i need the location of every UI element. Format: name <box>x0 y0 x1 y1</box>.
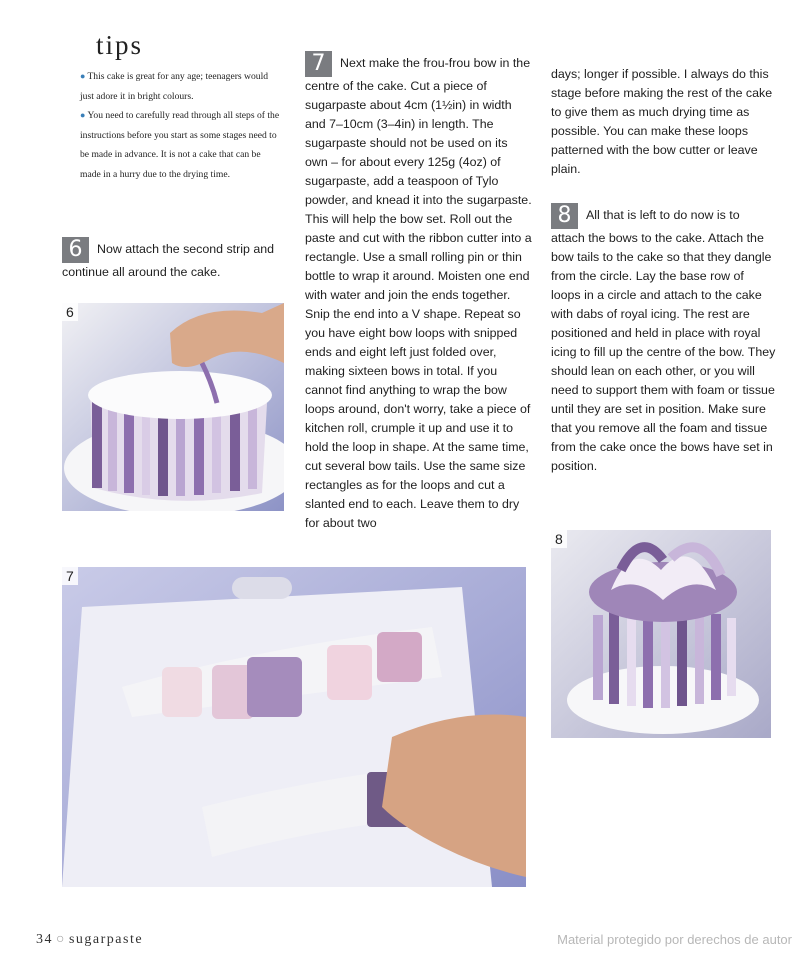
bow-loops-photo <box>62 567 526 887</box>
figure-8-photo <box>551 530 771 738</box>
page-footer <box>36 932 143 948</box>
step-7-text: 7 Next make the frou-frou bow in the centre of the cake. Cut a piece of sugarpaste about 4cm (1½in) in width and 7–10cm (3–4in) in length. The sugarpaste should not be used on its own – for about every 125g (4oz) of sugarpaste, add a teaspoon of Tylo powder, and knead it into the sugarpaste. This will help the bow set. Roll out the paste and cut with the ribbon cutter into a rectangle. Use a small rolling pin or thin bottle to wrap it around. Moisten one end with water and join the ends together. Snip the end into a V shape. Repeat so you have eight bow loops with snipped ends and eight left just folded over, making sixteen bows in total. If you cannot find anything to wrap the bow loops around, don't worry, take a piece of kitchen roll, crumple it up and use it to hold the loop in shape. At the same time, cut several bow tails. Use the same size rectangles as for the loops and cut a slanted end to each. Leave them to dry for about two <box>305 51 532 530</box>
tips-heading: tips <box>96 30 144 60</box>
figure-7-label: 7 <box>62 567 78 585</box>
bullet-icon: ● <box>80 110 86 120</box>
section-name: sugarpaste <box>68 932 144 947</box>
page-number: 34 <box>36 932 53 947</box>
step-7-number: 7 <box>305 51 332 77</box>
step-8-number: 8 <box>551 203 578 229</box>
figure-7-photo <box>62 567 526 887</box>
bullet-icon: ● <box>80 71 86 81</box>
tips-list <box>80 67 280 184</box>
figure-6-label: 6 <box>62 303 78 321</box>
finished-cake-photo <box>551 530 771 738</box>
tip-item: ● This cake is great for any age; teenagers would just adore it in bright colours. <box>80 71 269 102</box>
separator-icon: ○ <box>56 932 66 947</box>
step-8-text: 8 All that is left to do now is to attach the bows to the cake. Attach the bow tails to the cake so that they dangle from the circle. Lay the base row of loops in a circle and attach to the cake with dabs of royal icing. The rest are positioned and held in place with royal icing to fill up the centre of the bow. They should lean on each other, or you will need to support them with foam or tissue until they are set in position. Make sure that you remove all the foam and tissue from the cake once the bows have set in position. <box>551 203 776 473</box>
figure-8-label: 8 <box>551 530 567 548</box>
step-7-continuation: days; longer if possible. I always do this stage before making the rest of the cake to give them as much drying time as possible. You can make these loops patterned with the bow cutter or leave plain. <box>551 67 773 176</box>
step-6-number: 6 <box>62 237 89 263</box>
tip-item: ● You need to carefully read through all steps of the instructions before you start as some stages need to be made in advance. It is not a cake that can be made in a hurry due to the drying time. <box>80 110 280 180</box>
figure-6-photo <box>62 303 284 511</box>
cake-striped-photo <box>62 303 284 511</box>
step-6-text: 6 Now attach the second strip and continue all around the cake. <box>62 237 275 279</box>
copyright-watermark: Material protegido por derechos de autor <box>557 932 792 947</box>
